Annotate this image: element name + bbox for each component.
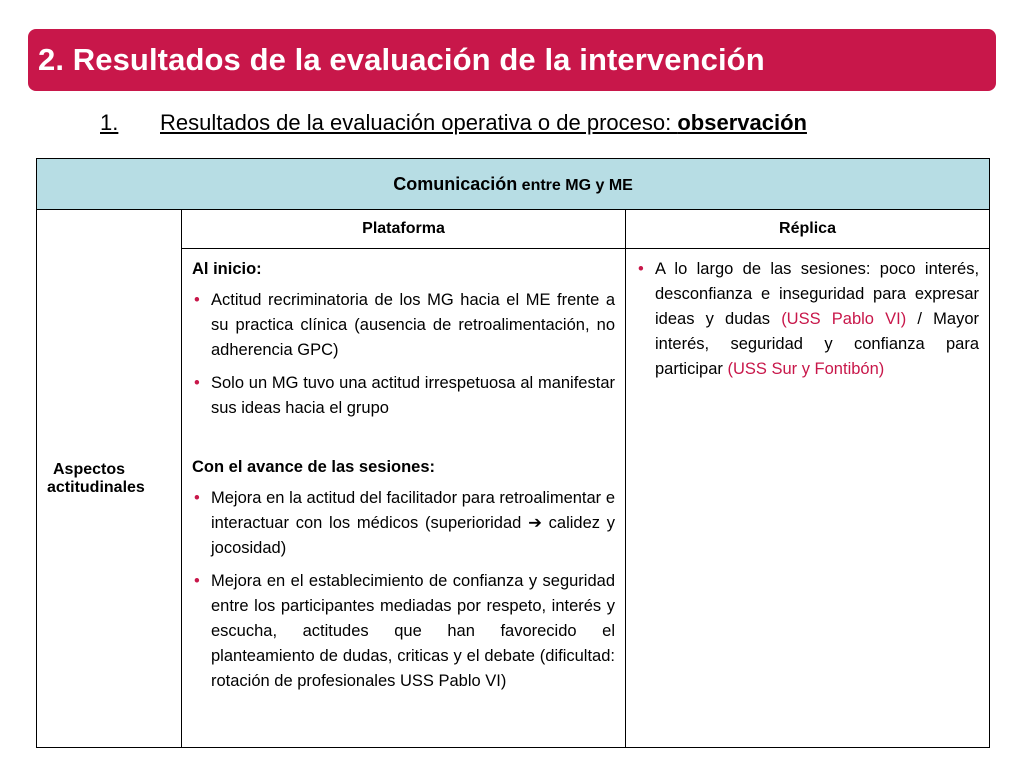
replica-text-uss-pablo: (USS Pablo VI) [781, 310, 907, 328]
list-item [636, 257, 979, 382]
plataforma-cell [182, 249, 626, 748]
subtitle-text-main: Resultados de la evaluación operativa o de proceso: [160, 110, 678, 135]
inicio-list [192, 288, 615, 421]
replica-list [636, 257, 979, 382]
list-item [192, 569, 615, 694]
row-label-line2: actitudinales [47, 478, 145, 496]
replica-text-2: / Mayor interés, seguridad y confianza para participar [655, 310, 980, 378]
title-banner [28, 29, 996, 91]
subtitle [100, 110, 807, 136]
subtitle-bold: observación [677, 110, 807, 135]
communication-table [36, 158, 990, 748]
list-item-text: Actitud recriminatoria de los MG hacia el ME frente a su practica clínica (ausencia de retroalimentación, no adherencia GPC) [211, 291, 615, 359]
table-header [37, 159, 990, 210]
list-item [192, 288, 615, 363]
column-header-plataforma: Plataforma [182, 210, 626, 249]
avance-list [192, 486, 615, 694]
bullet-icon: • [194, 291, 200, 309]
list-item [192, 371, 615, 421]
bullet-icon: • [194, 489, 200, 507]
bullet-icon: • [638, 260, 644, 278]
replica-text-1: A lo largo de las sesiones: poco interés, desconfianza e inseguridad para expresar ideas y dudas [655, 260, 980, 328]
list-item-text: Solo un MG tuvo una actitud irrespetuosa al manifestar sus ideas hacia el grupo [211, 374, 615, 417]
row-label-line1: Aspectos [53, 460, 126, 478]
list-item [192, 486, 615, 561]
replica-text-uss-sur: (USS Sur y Fontibón) [727, 360, 885, 378]
list-item-text: Mejora en la actitud del facilitador para retroalimentar e interactuar con los médicos (superioridad [211, 489, 615, 532]
bullet-icon: • [194, 374, 200, 392]
subtitle-number: 1. [100, 110, 119, 135]
list-item-text-end: calidez y jocosidad) [211, 514, 615, 557]
bullet-icon: • [194, 572, 200, 590]
column-header-replica: Réplica [626, 210, 990, 249]
section-heading-avance: Con el avance de las sesiones: [192, 458, 436, 476]
section-heading-inicio: Al inicio: [192, 260, 262, 278]
table-header-small: entre MG y ME [517, 176, 633, 194]
replica-cell [626, 249, 990, 748]
list-item-text: Mejora en el establecimiento de confianza y seguridad entre los participantes mediadas por respeto, interés y escucha, actitudes que han favorecido el planteamiento de dudas, criticas y el debate (dificultad: rotación de profesionales USS Pablo VI) [211, 572, 615, 690]
page-title: 2. Resultados de la evaluación de la intervención [38, 42, 765, 77]
subtitle-text [160, 110, 807, 136]
table-header-bold: Comunicación [393, 173, 518, 194]
row-label [37, 210, 182, 748]
arrow-right-icon: ➔ [528, 514, 542, 532]
